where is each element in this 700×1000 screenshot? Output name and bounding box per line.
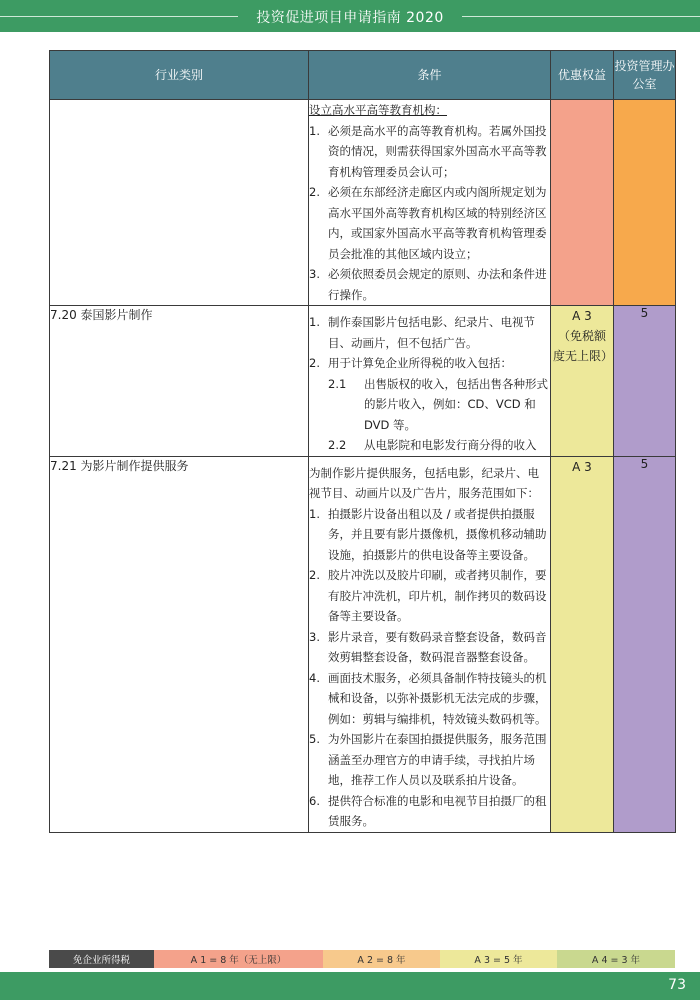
list-item: 2. 必须在东部经济走廊区内或内阁所规定划为高水平国外高等教育机构区域的特别经济区内，或国家外国高水平高等教育机构管理委员会批准的其他区域内设立； [309,185,547,261]
row-conditions [309,456,551,832]
sub-list-item: 2.1 出售版权的收入，包括出售各种形式的影片收入，例如：CD、VCD 和 DVD 等。 [328,376,548,432]
list-item: 5. 为外国影片在泰国拍摄提供服务，服务范围涵盖至办理官方的申请手续，寻找拍片场地，推荐工作人员以及联系拍片设备。 [309,732,547,787]
conditions-lead: 设立高水平高等教育机构： [309,103,447,117]
column-header-conditions: 条件 [309,51,551,100]
row-benefit: A 3 [551,456,614,832]
legend-item-a3: A 3 = 5 年 [440,950,557,968]
industry-table [49,50,676,833]
table-row [50,100,676,306]
row-benefit [551,306,614,457]
header-bar [0,0,700,32]
list-item: 3. 影片录音，要有数码录音整套设备，数码音效剪辑整套设备，数码混音器整套设备。 [309,629,547,664]
list-item: 1. 必须是高水平的高等教育机构。若属外国投资的情况，则需获得国家外国高水平高等教育机构管理委员会认可； [309,123,547,179]
row-benefit [551,100,614,306]
row-category: 7.20 泰国影片制作 [50,306,309,457]
list-item: 1. 制作泰国影片包括电影、纪录片、电视节目、动画片，但不包括广告。 [309,315,535,350]
list-item: 3. 必须依照委员会规定的原则、办法和条件进行操作。 [309,267,547,302]
page-title: 投资促进项目申请指南 2020 [256,10,444,26]
footer-bar [0,972,700,1000]
list-item: 6. 提供符合标准的电影和电视节目拍摄厂的租赁服务。 [309,793,547,828]
conditions-lead: 为制作影片提供服务，包括电影，纪录片、电视节目、动画片以及广告片，服务范围如下： [309,465,539,500]
row-conditions [309,306,551,457]
list-item: 4. 画面技术服务，必须具备制作特技镜头的机械和设备，以弥补摄影机无法完成的步骤，例如：剪辑与编排机，特效镜头数码机等。 [309,670,547,726]
conditions-list [309,121,550,306]
row-category [50,100,309,306]
column-header-category: 行业类别 [50,51,309,100]
row-conditions [309,100,551,306]
conditions-list [309,312,550,456]
legend-item-a1: A 1 = 8 年（无上限） [154,950,323,968]
page-number: 73 [668,977,686,993]
benefit-legend [49,950,675,968]
table-header-row [50,51,676,100]
table-row [50,306,676,457]
column-header-benefit: 优惠权益 [551,51,614,100]
legend-item-tax-exempt: 免企业所得税 [49,950,154,968]
conditions-list [309,504,550,832]
benefit-note: （免税额度无上限） [553,329,614,363]
row-office: 5 [614,456,676,832]
benefit-code: A 3 [572,309,592,323]
legend-item-a2: A 2 = 8 年 [323,950,440,968]
list-item: 2. 胶片冲洗以及胶片印刷，或者拷贝制作，要有胶片冲洗机，印片机，制作拷贝的数码设备等主要设备。 [309,568,547,623]
table-row [50,456,676,832]
legend-item-a4: A 4 = 3 年 [557,950,675,968]
list-item: 1. 拍摄影片设备出租以及 / 或者提供拍摄服务，并且要有影片摄像机，摄像机移动辅助设施，拍摄影片的供电设备等主要设备。 [309,506,547,562]
row-office [614,100,676,306]
row-office: 5 [614,306,676,457]
conditions-sublist [328,374,550,456]
list-item: 2. 用于计算免企业所得税的收入包括： 2.1 出售版权的收入，包括出售各种形式的影片收入，例如：CD、VCD 和 DVD 等。 2.2 从电影院和电影发行商分得的收入 [309,353,550,456]
column-header-office: 投资管理办公室 [614,51,676,100]
row-category: 7.21 为影片制作提供服务 [50,456,309,832]
sub-list-item: 2.2 从电影院和电影发行商分得的收入 [328,438,537,452]
